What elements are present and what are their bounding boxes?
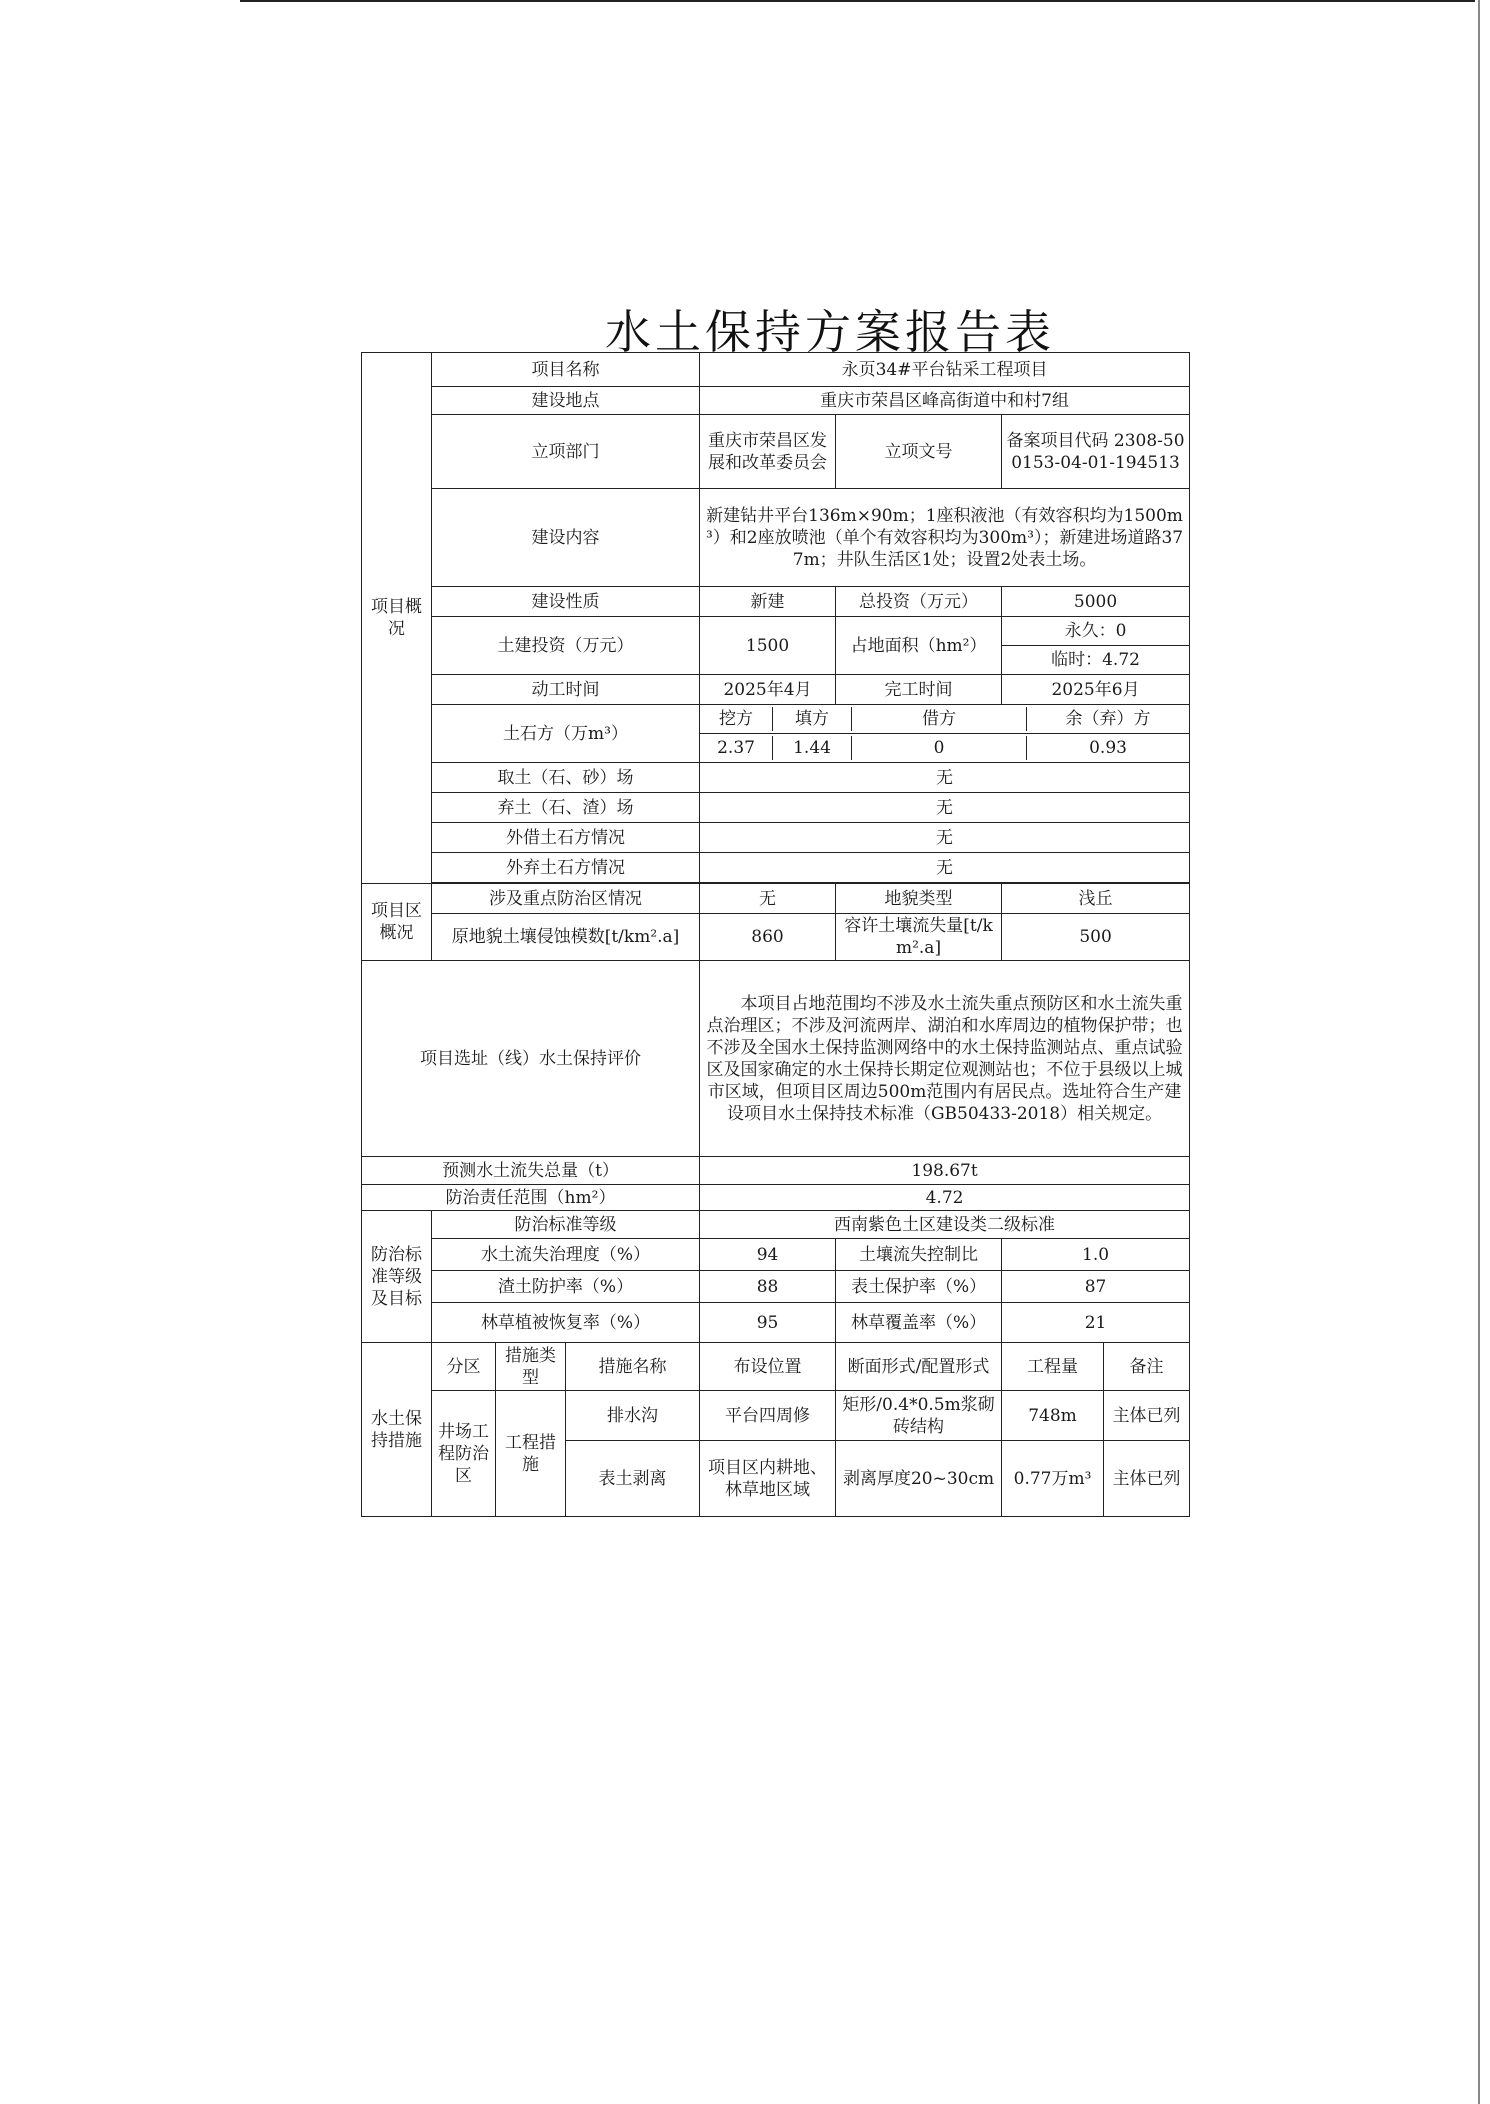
project-name-label: 项目名称	[432, 353, 700, 387]
r1: 94	[700, 1239, 836, 1271]
scope-label: 防治责任范围（hm²）	[362, 1185, 700, 1211]
ext-borrow: 无	[700, 823, 1190, 853]
r2b: 87	[1002, 1271, 1190, 1303]
project-name: 永页34#平台钻采工程项目	[700, 353, 1190, 387]
fill: 1.44	[773, 736, 852, 760]
allow-label: 容许土壤流失量[t/km².a]	[836, 914, 1002, 961]
borrow-site-label: 取土（石、砂）场	[432, 763, 700, 793]
area-label: 占地面积（hm²）	[836, 617, 1002, 675]
evaluation-label: 项目选址（线）水土保持评价	[362, 961, 700, 1157]
dept: 重庆市荣昌区发展和改革委员会	[700, 415, 836, 489]
scan-top-edge	[240, 0, 1475, 2]
fill-label: 填方	[773, 707, 852, 731]
measure-note: 主体已列	[1104, 1441, 1190, 1517]
measure-form: 矩形/0.4*0.5m浆砌砖结构	[836, 1391, 1002, 1441]
measures-header-position: 布设位置	[700, 1343, 836, 1391]
total-inv: 5000	[1002, 587, 1190, 617]
r3b: 21	[1002, 1303, 1190, 1343]
measure-note: 主体已列	[1104, 1391, 1190, 1441]
nature: 新建	[700, 587, 836, 617]
measures-zone: 井场工程防治区	[432, 1391, 496, 1517]
total-inv-label: 总投资（万元）	[836, 587, 1002, 617]
r2-label: 渣土防护率（%）	[432, 1271, 700, 1303]
start-label: 动工时间	[432, 675, 700, 705]
spoil-site: 无	[700, 793, 1190, 823]
erosion: 860	[700, 914, 836, 961]
measure-name: 排水沟	[566, 1391, 700, 1441]
measures-header-note: 备注	[1104, 1343, 1190, 1391]
r1-label: 水土流失治理度（%）	[432, 1239, 700, 1271]
measure-position: 项目区内耕地、林草地区域	[700, 1441, 836, 1517]
measure-qty: 0.77万m³	[1002, 1441, 1104, 1517]
allow: 500	[1002, 914, 1190, 961]
landform-label: 地貌类型	[836, 884, 1002, 914]
evaluation-text: 本项目占地范围均不涉及水土流失重点预防区和水土流失重点治理区；不涉及河流两岸、湖泊和水库周边的植物保护带；也不涉及全国水土保持监测网络中的水土保持监测站点、重点试验区及国家确定的水土保持长期定位观测站也；不位于县级以上城市区域，但项目区周边500m范围内有居民点。选址符合生产建设项目水土保持技术标准（GB50433-2018）相关规定。	[700, 961, 1190, 1157]
measure-position: 平台四周修	[700, 1391, 836, 1441]
loss: 198.67t	[700, 1157, 1190, 1185]
landform: 浅丘	[1002, 884, 1190, 914]
surplus: 0.93	[1089, 738, 1127, 758]
measures-header-name: 措施名称	[566, 1343, 700, 1391]
nature-label: 建设性质	[432, 587, 700, 617]
borrow: 0	[852, 736, 1027, 760]
measures-header-zone: 分区	[432, 1343, 496, 1391]
borrow-label: 借方	[852, 707, 1027, 731]
loss-label: 预测水土流失总量（t）	[362, 1157, 700, 1185]
location-label: 建设地点	[432, 387, 700, 415]
end: 2025年6月	[1002, 675, 1190, 705]
borrow-site: 无	[700, 763, 1190, 793]
key-zone-label: 涉及重点防治区情况	[432, 884, 700, 914]
r1b-label: 土壤流失控制比	[836, 1239, 1002, 1271]
ext-spoil: 无	[700, 853, 1190, 883]
measures-type: 工程措施	[496, 1391, 566, 1517]
section-region: 项目区概况	[362, 884, 432, 961]
scan-right-edge	[1478, 0, 1480, 2104]
section-overview: 项目概况	[362, 353, 432, 884]
earth-label: 土石方（万m³）	[432, 705, 700, 763]
r1b: 1.0	[1002, 1239, 1190, 1271]
end-label: 完工时间	[836, 675, 1002, 705]
measure-form: 剥离厚度20~30cm	[836, 1441, 1002, 1517]
civil-inv-label: 土建投资（万元）	[432, 617, 700, 675]
start: 2025年4月	[700, 675, 836, 705]
scope: 4.72	[700, 1185, 1190, 1211]
spoil-site-label: 弃土（石、渣）场	[432, 793, 700, 823]
earth-value-row	[700, 734, 1190, 763]
r2b-label: 表土保护率（%）	[836, 1271, 1002, 1303]
r3-label: 林草植被恢复率（%）	[432, 1303, 700, 1343]
project-code: 备案项目代码 2308-500153-04-01-194513	[1002, 415, 1190, 489]
measure-name: 表土剥离	[566, 1441, 700, 1517]
dig: 2.37	[700, 736, 773, 760]
r2: 88	[700, 1271, 836, 1303]
report-table	[361, 352, 1190, 1517]
grade-label: 防治标准等级	[432, 1211, 700, 1239]
surplus-label: 余（弃）方	[1065, 709, 1151, 729]
dig-label: 挖方	[700, 707, 773, 731]
civil-inv: 1500	[700, 617, 836, 675]
earth-header-row	[700, 705, 1190, 734]
measures-header-type: 措施类型	[496, 1343, 566, 1391]
measures-header-form: 断面形式/配置形式	[836, 1343, 1002, 1391]
measure-qty: 748m	[1002, 1391, 1104, 1441]
area-perm: 永久：0	[1002, 617, 1190, 646]
r3: 95	[700, 1303, 836, 1343]
location: 重庆市荣昌区峰高街道中和村7组	[700, 387, 1190, 415]
ext-borrow-label: 外借土石方情况	[432, 823, 700, 853]
docno-label: 立项文号	[836, 415, 1002, 489]
dept-label: 立项部门	[432, 415, 700, 489]
erosion-label: 原地貌土壤侵蚀模数[t/km².a]	[432, 914, 700, 961]
grade: 西南紫色土区建设类二级标准	[700, 1211, 1190, 1239]
section-measures: 水土保持措施	[362, 1343, 432, 1517]
section-standard: 防治标准等级及目标	[362, 1211, 432, 1343]
content-label: 建设内容	[432, 489, 700, 587]
r3b-label: 林草覆盖率（%）	[836, 1303, 1002, 1343]
area-temp: 临时：4.72	[1002, 646, 1190, 675]
ext-spoil-label: 外弃土石方情况	[432, 853, 700, 883]
measures-header-qty: 工程量	[1002, 1343, 1104, 1391]
key-zone: 无	[700, 884, 836, 914]
content: 新建钻井平台136m×90m；1座积液池（有效容积均为1500m³）和2座放喷池（单个有效容积均为300m³）；新建进场道路377m；井队生活区1处；设置2处表土场。	[700, 489, 1190, 587]
page-title: 水土保持方案报告表	[605, 305, 1055, 359]
